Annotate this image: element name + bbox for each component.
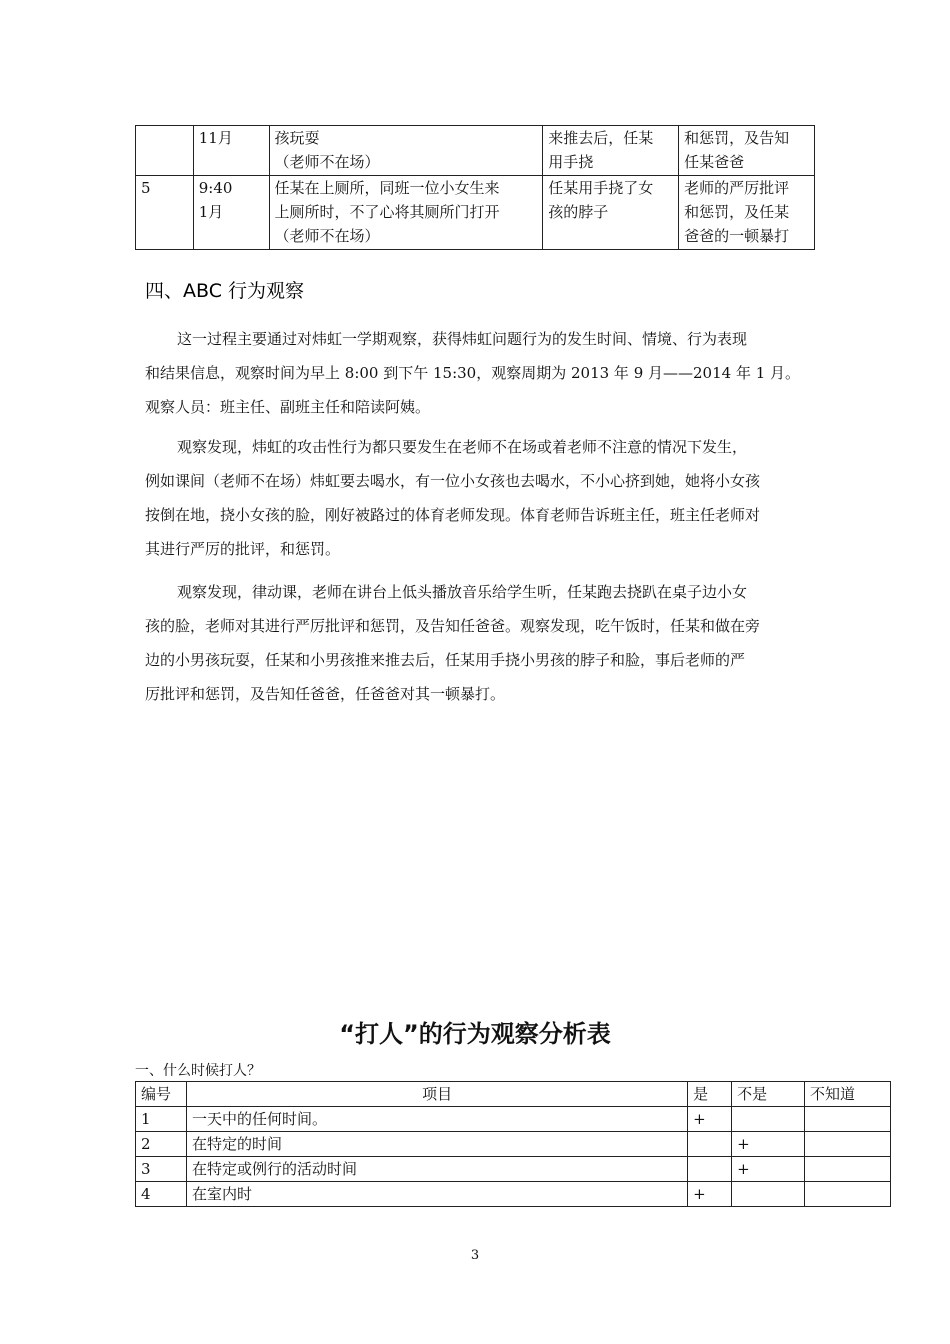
row-unknown <box>805 1132 891 1157</box>
header-yes: 是 <box>688 1082 732 1107</box>
paragraph-line: 其进行严厉的批评，和惩罚。 <box>145 540 341 558</box>
result-line: 和惩罚，及任某 <box>684 203 790 221</box>
paragraph-line: 边的小男孩玩耍，任某和小男孩推来推去后，任某用手挠小男孩的脖子和脸，事后老师的严 <box>145 651 746 669</box>
time-line: 9:40 <box>198 179 233 197</box>
result-line: 爸爸的一顿暴打 <box>684 227 790 245</box>
behavior-cell <box>543 176 679 250</box>
paragraph-finding-2 <box>145 575 815 711</box>
table-row <box>136 1182 891 1207</box>
behavior-line: 孩的脖子 <box>548 203 609 221</box>
row-unknown <box>805 1107 891 1132</box>
table-row <box>136 1157 891 1182</box>
table-row <box>136 176 815 250</box>
situation-line: 任某在上厕所，同班一位小女生来 <box>274 179 500 197</box>
situation-line: （老师不在场） <box>274 227 380 245</box>
row-item: 在特定或例行的活动时间 <box>186 1157 687 1182</box>
row-item: 在特定的时间 <box>186 1132 687 1157</box>
row-number: 5 <box>141 179 151 197</box>
row-no <box>732 1182 805 1207</box>
paragraph-line: 这一过程主要通过对炜虹一学期观察，获得炜虹问题行为的发生时间、情境、行为表现 <box>177 330 748 348</box>
row-number: 3 <box>136 1157 187 1182</box>
observation-record-table <box>135 125 815 250</box>
behavior-line: 用手挠 <box>548 153 594 171</box>
paragraph-line: 例如课间（老师不在场）炜虹要去喝水，有一位小女孩也去喝水，不小心挤到她，她将小女孩 <box>145 472 761 490</box>
analysis-subtitle: 一、什么时候打人？ <box>135 1063 261 1079</box>
situation-line: （老师不在场） <box>274 153 380 171</box>
header-unknown: 不知道 <box>805 1082 891 1107</box>
row-number: 1 <box>136 1107 187 1132</box>
paragraph-finding-1 <box>145 430 815 566</box>
row-item: 一天中的任何时间。 <box>186 1107 687 1132</box>
header-no: 不是 <box>732 1082 805 1107</box>
row-yes: + <box>688 1182 732 1207</box>
table-header-row <box>136 1082 891 1107</box>
paragraph-line: 观察发现，律动课，老师在讲台上低头播放音乐给学生听，任某跑去挠趴在桌子边小女 <box>177 583 748 601</box>
result-cell <box>679 176 815 250</box>
time-line: 11月 <box>198 129 233 147</box>
row-number: 2 <box>136 1132 187 1157</box>
paragraph-observation-method <box>145 322 815 424</box>
table-row <box>136 1107 891 1132</box>
behavior-line: 任某用手挠了女 <box>548 179 654 197</box>
table-row <box>136 126 815 176</box>
row-number: 4 <box>136 1182 187 1207</box>
time-cell <box>193 176 269 250</box>
result-line: 任某爸爸 <box>684 153 745 171</box>
row-yes <box>688 1157 732 1182</box>
behavior-line: 来推去后，任某 <box>548 129 654 147</box>
paragraph-line: 观察人员：班主任、副班主任和陪读阿姨。 <box>145 398 431 416</box>
paragraph-line: 孩的脸，老师对其进行严厉批评和惩罚，及告知任爸爸。观察发现，吃午饭时，任某和做在旁 <box>145 617 761 635</box>
row-unknown <box>805 1182 891 1207</box>
situation-cell <box>269 176 543 250</box>
table-row <box>136 1132 891 1157</box>
analysis-table-title: “打人”的行为观察分析表 <box>339 1020 611 1048</box>
result-line: 老师的严厉批评 <box>684 179 790 197</box>
row-yes <box>688 1132 732 1157</box>
row-number-cell <box>136 176 194 250</box>
behavior-cell <box>543 126 679 176</box>
paragraph-line: 观察发现，炜虹的攻击性行为都只要发生在老师不在场或着老师不注意的情况下发生， <box>177 438 748 456</box>
row-item: 在室内时 <box>186 1182 687 1207</box>
result-cell <box>679 126 815 176</box>
row-no: + <box>732 1157 805 1182</box>
header-number: 编号 <box>136 1082 187 1107</box>
time-line: 1月 <box>198 203 224 221</box>
paragraph-line: 按倒在地，挠小女孩的脸，刚好被路过的体育老师发现。体育老师告诉班主任，班主任老师对 <box>145 506 761 524</box>
row-no: + <box>732 1132 805 1157</box>
result-line: 和惩罚，及告知 <box>684 129 790 147</box>
situation-line: 上厕所时，不了心将其厕所门打开 <box>274 203 500 221</box>
header-item: 项目 <box>186 1082 687 1107</box>
row-unknown <box>805 1157 891 1182</box>
row-number-cell <box>136 126 194 176</box>
row-yes: + <box>688 1107 732 1132</box>
row-no <box>732 1107 805 1132</box>
time-cell <box>193 126 269 176</box>
section-heading: 四、ABC 行为观察 <box>145 280 305 302</box>
paragraph-line: 和结果信息，观察时间为早上 8:00 到下午 15:30，观察周期为 2013 年 9 月——2014 年 1 月。 <box>145 364 801 382</box>
page-number: 3 <box>470 1248 480 1263</box>
analysis-table <box>135 1081 891 1207</box>
situation-line: 孩玩耍 <box>274 129 320 147</box>
paragraph-line: 厉批评和惩罚，及告知任爸爸，任爸爸对其一顿暴打。 <box>145 685 506 703</box>
situation-cell <box>269 126 543 176</box>
